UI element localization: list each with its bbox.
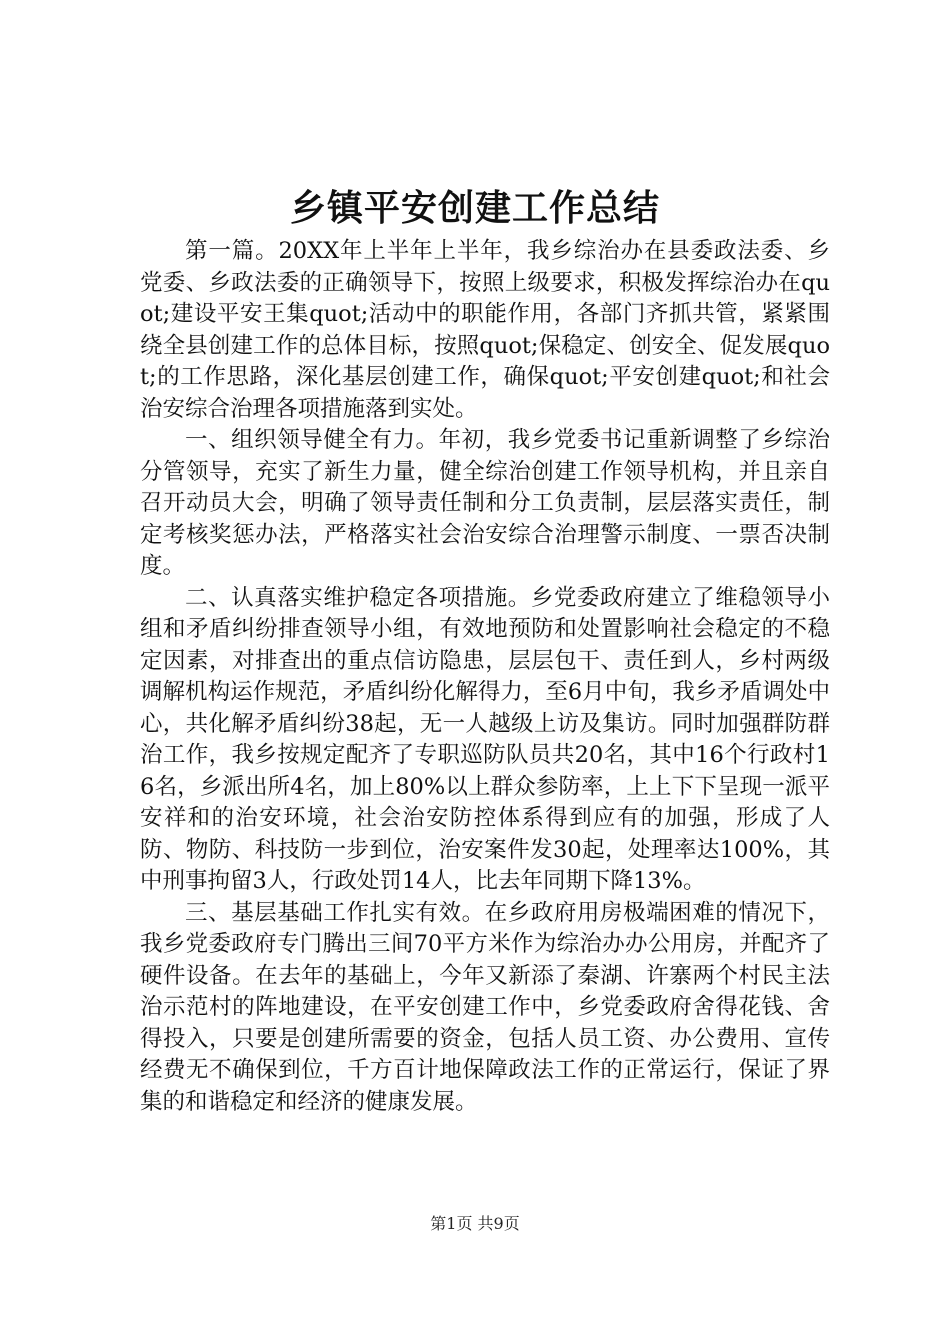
paragraph-organization: 一、组织领导健全有力。年初，我乡党委书记重新调整了乡综治分管领导，充实了新生力量，健全综治创建工作领导机构，并且亲自召开动员大会，明确了领导责任制和分工负责制，层层落实责任，制定考核奖惩办法，严格落实社会治安综合治理警示制度、一票否决制度。 [140,427,830,579]
paragraph-stability-measures: 二、认真落实维护稳定各项措施。乡党委政府建立了维稳领导小组和矛盾纠纷排查领导小组，有效地预防和处置影响社会稳定的不稳定因素，对排查出的重点信访隐患，层层包干、责任到人，乡村两级调解机构运作规范，矛盾纠纷化解得力，至6月中旬，我乡矛盾调处中心，共化解矛盾纠纷38起，无一人越级上访及集访。同时加强群防群治工作，我乡按规定配齐了专职巡防队员共20名，其中16个行政村16名，乡派出所4名，加上80%以上群众参防率，上上下下呈现一派平安祥和的治安环境，社会治安防控体系得到应有的加强，形成了人防、物防、科技防一步到位，治安案件发30起，处理率达100%，其中刑事拘留3人，行政处罚14人，比去年同期下降13%。 [140,584,830,894]
page-number-footer: 第1页 共9页 [430,1214,520,1233]
paragraph-intro: 第一篇。20XX年上半年上半年，我乡综治办在县委政法委、乡党委、乡政法委的正确领导下，按照上级要求，积极发挥综治办在quot;建设平安王集quot;活动中的职能作用，各部门齐抓共管，紧紧围绕全县创建工作的总体目标，按照quot;保稳定、创安全、促发展quot;的工作思路，深化基层创建工作，确保quot;平安创建quot;和社会治安综合治理各项措施落到实处。 [140,238,830,422]
document-title: 乡镇平安创建工作总结 [289,187,660,229]
document-body [140,236,830,1118]
paragraph-grassroots-work: 三、基层基础工作扎实有效。在乡政府用房极端困难的情况下，我乡党委政府专门腾出三间70平方米作为综治办办公用房，并配齐了硬件设备。在去年的基础上，今年又新添了秦湖、许寨两个村民主法治示范村的阵地建设，在平安创建工作中，乡党委政府舍得花钱、舍得投入，只要是创建所需要的资金，包括人员工资、办公费用、宣传经费无不确保到位，千方百计地保障政法工作的正常运行，保证了界集的和谐稳定和经济的健康发展。 [140,899,830,1115]
